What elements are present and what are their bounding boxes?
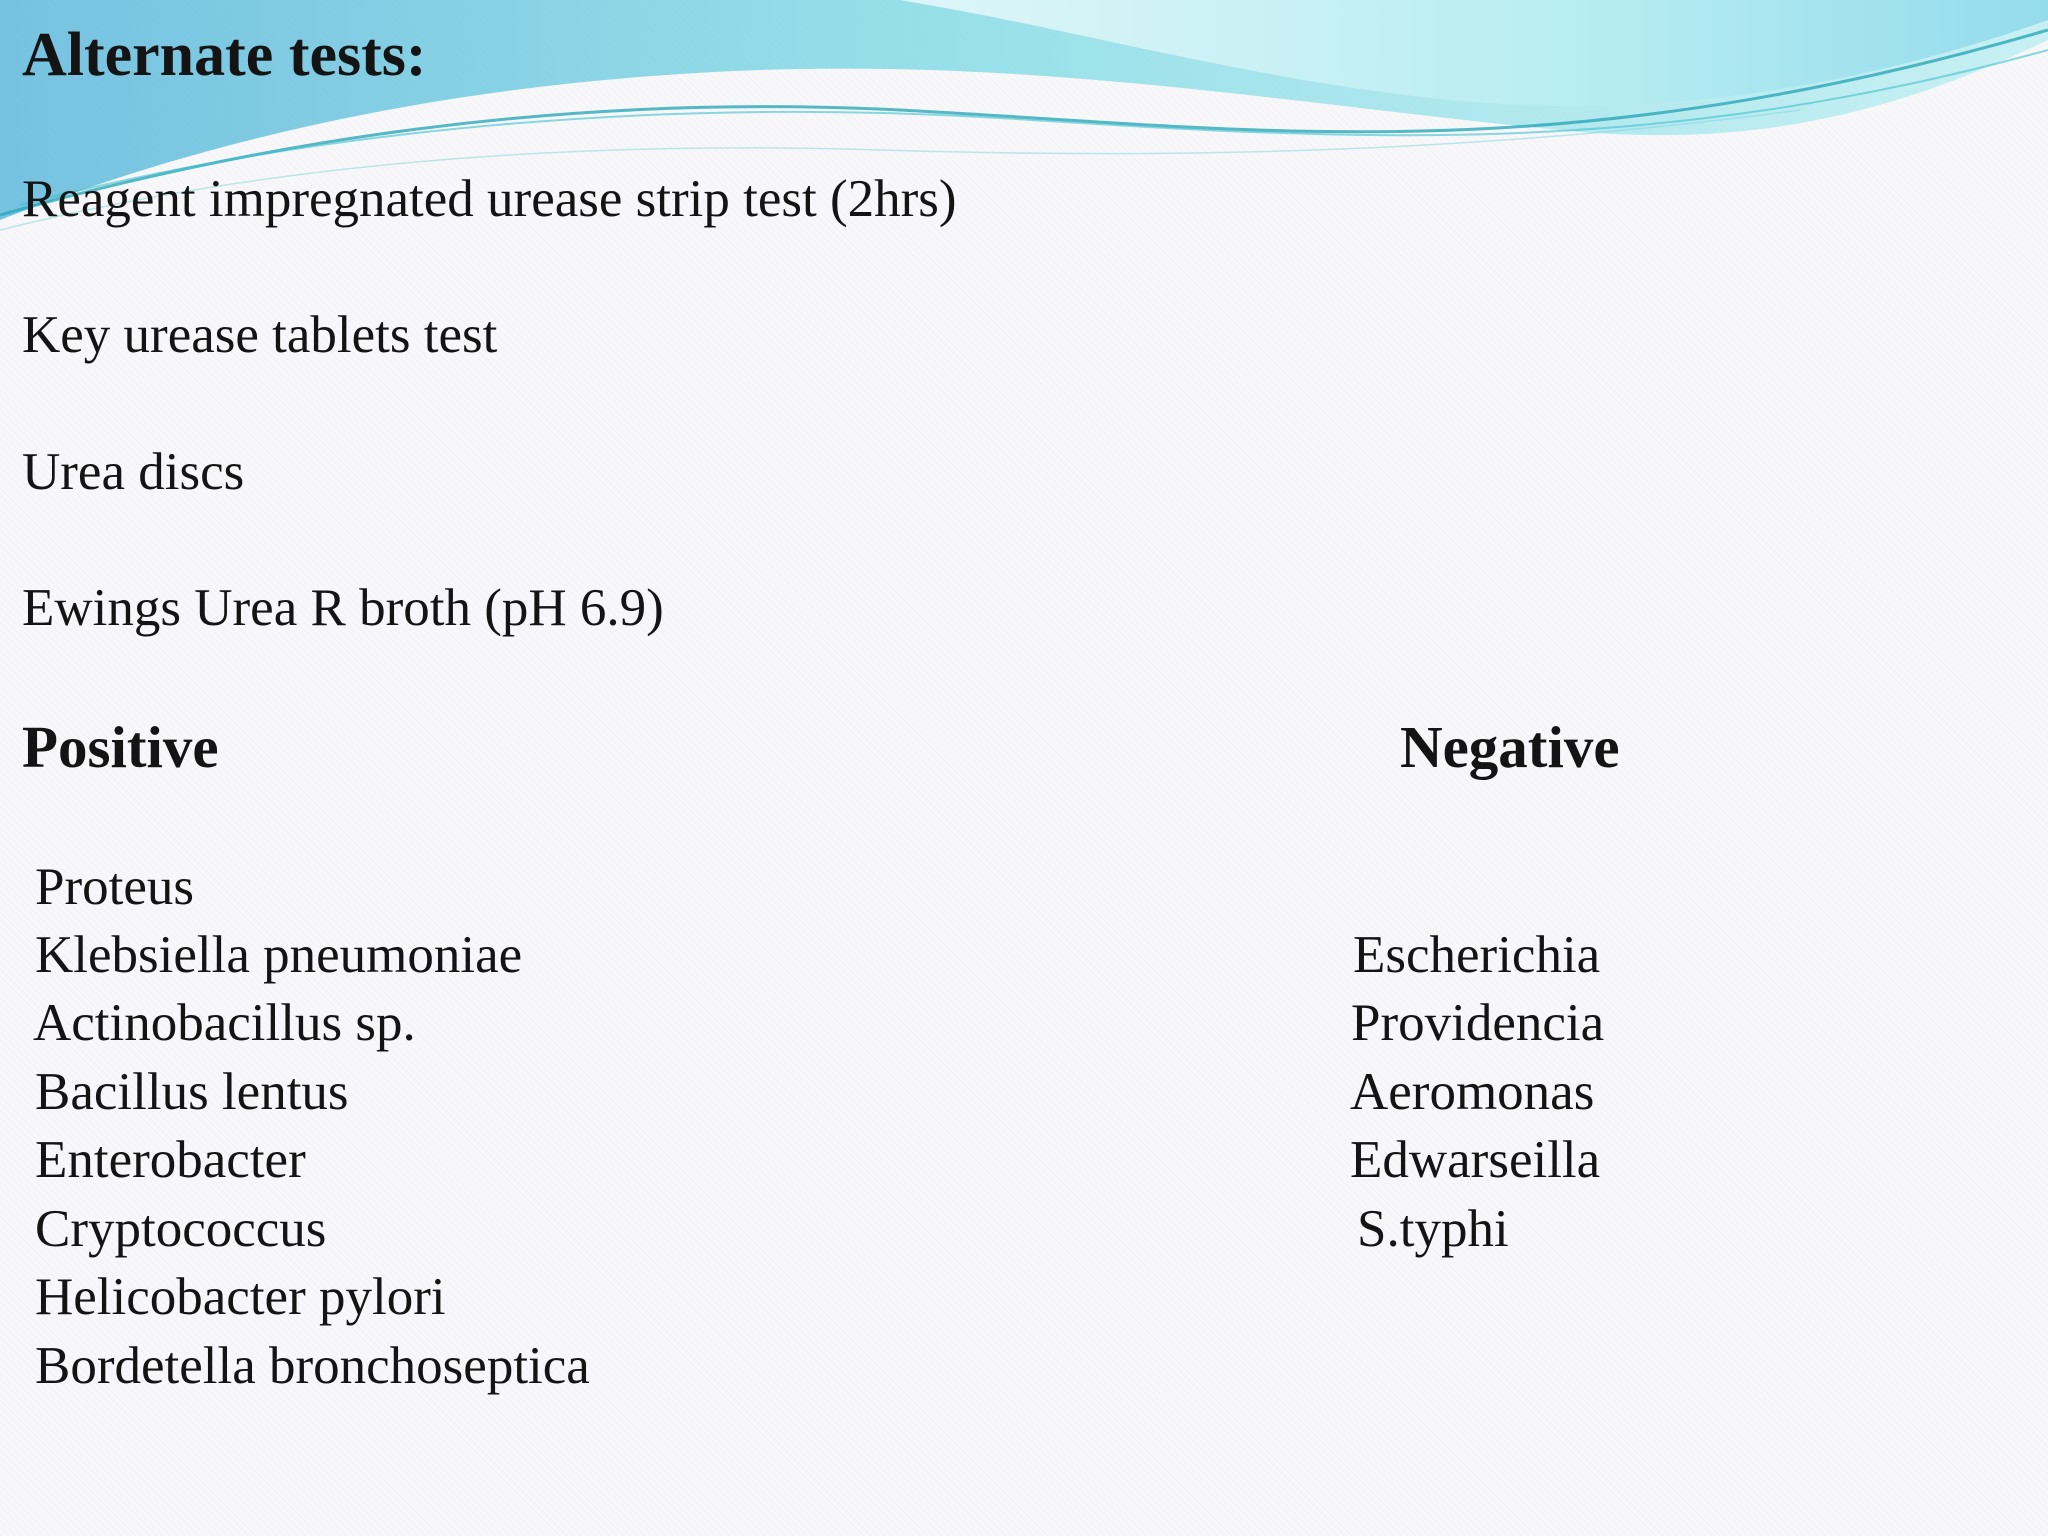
test-item-discs: Urea discs	[22, 443, 245, 501]
negative-organism: S.typhi	[1357, 1200, 1509, 1258]
negative-organism: Escherichia	[1353, 926, 1601, 984]
positive-heading: Positive	[22, 714, 219, 780]
positive-organism: Actinobacillus sp.	[33, 994, 416, 1052]
test-item-strip: Reagent impregnated urease strip test (2hrs)	[22, 170, 957, 228]
positive-organism: Proteus	[35, 858, 194, 916]
positive-organism: Klebsiella pneumoniae	[35, 926, 523, 984]
positive-organism: Bacillus lentus	[35, 1063, 349, 1121]
negative-organism: Edwarseilla	[1350, 1131, 1601, 1189]
slide-title: Alternate tests:	[22, 21, 427, 89]
positive-organism: Cryptococcus	[35, 1200, 327, 1258]
negative-heading: Negative	[1400, 714, 1620, 780]
positive-organism: Enterobacter	[35, 1131, 306, 1189]
test-item-broth: Ewings Urea R broth (pH 6.9)	[22, 579, 664, 637]
test-item-tablets: Key urease tablets test	[22, 306, 498, 364]
positive-organism: Helicobacter pylori	[35, 1268, 446, 1326]
negative-organism: Providencia	[1351, 994, 1605, 1052]
negative-organism: Aeromonas	[1350, 1063, 1595, 1121]
positive-organism: Bordetella bronchoseptica	[35, 1337, 590, 1395]
